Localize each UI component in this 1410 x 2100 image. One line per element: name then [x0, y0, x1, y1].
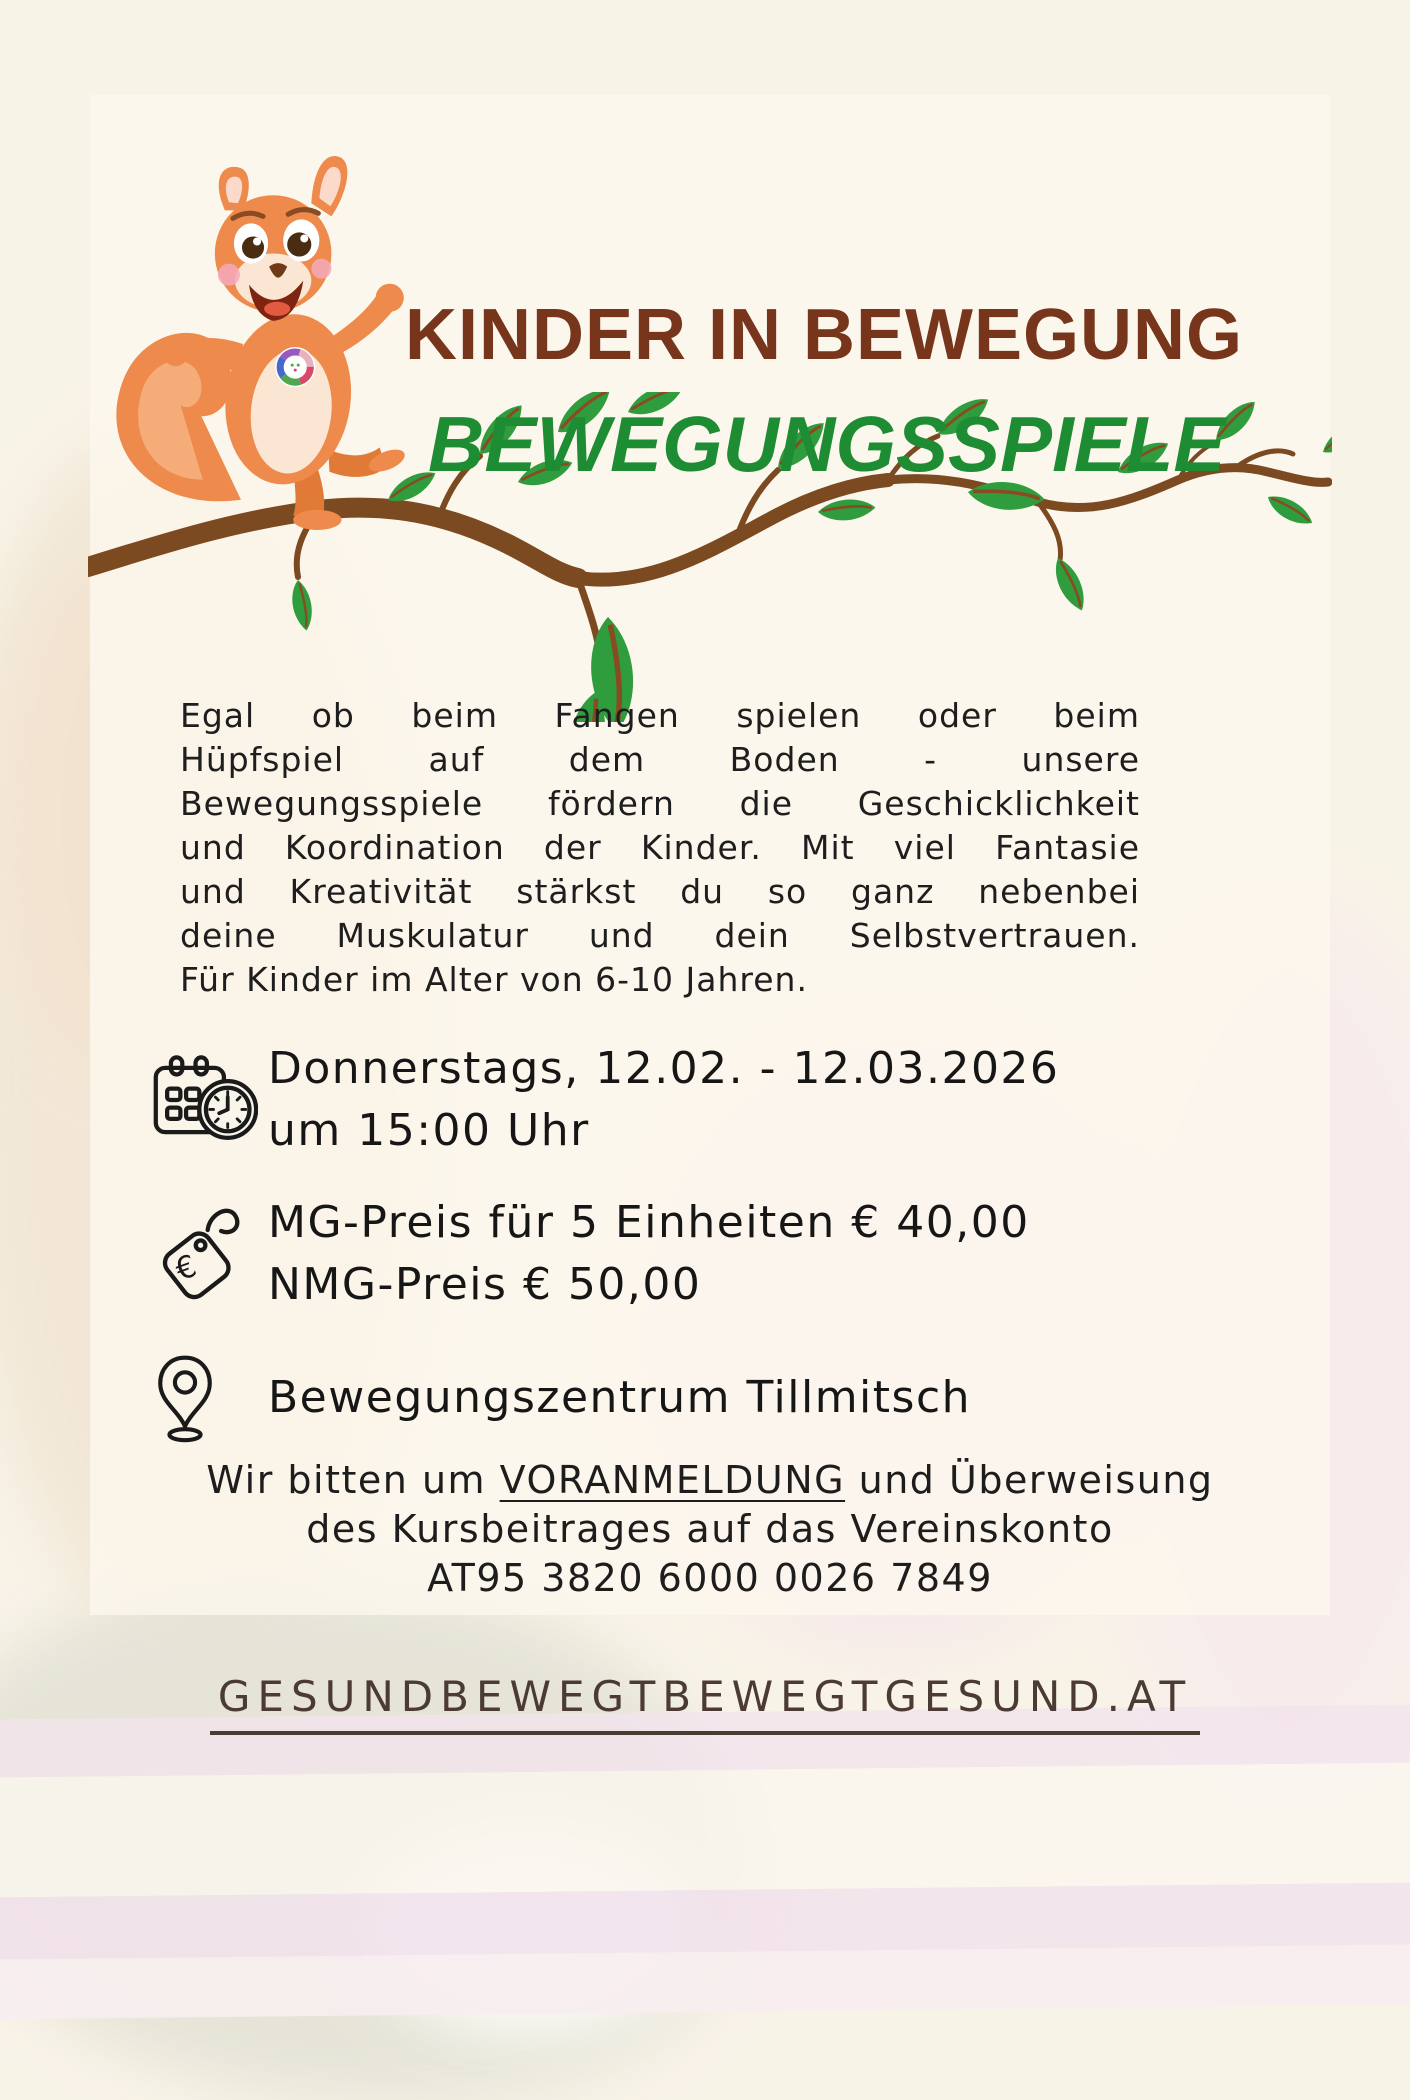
location-text: [268, 1367, 971, 1429]
body-text-line: und Kreativität stärkst du so ganz nebenbei: [180, 872, 1140, 911]
page-subtitle: BEWEGUNGSSPIELE: [428, 400, 1226, 488]
voranmeldung-emphasis: VORANMELDUNG: [499, 1458, 846, 1502]
schedule-text: [268, 1038, 1059, 1162]
location-row: [152, 1348, 971, 1448]
body-text-line: Egal ob beim Fangen spielen oder beim: [180, 696, 1140, 735]
price-row: [152, 1192, 1030, 1316]
schedule-line-2: um 15:00 Uhr: [268, 1105, 590, 1156]
account-number: AT95 3820 6000 0026 7849: [427, 1556, 993, 1600]
price-line-1: MG-Preis für 5 Einheiten € 40,00: [268, 1197, 1030, 1248]
body-text-line: und Koordination der Kinder. Mit viel Fantasie: [180, 828, 1140, 867]
price-tag-icon: [152, 1199, 268, 1309]
body-text-line: Hüpfspiel auf dem Boden - unsere: [180, 740, 1140, 779]
website-link[interactable]: GESUNDBEWEGTBEWEGTGESUND.AT: [210, 1672, 1200, 1735]
note-prefix: Wir bitten um: [206, 1458, 500, 1502]
schedule-row: [152, 1038, 1059, 1162]
body-text-line: deine Muskulatur und dein Selbstvertrauen.: [180, 916, 1140, 955]
schedule-line-1: Donnerstags, 12.02. - 12.03.2026: [268, 1043, 1060, 1094]
price-text: [268, 1192, 1030, 1316]
squirrel-mascot: [82, 148, 414, 540]
note-line-2: des Kursbeitrages auf das Vereinskonto: [306, 1507, 1114, 1551]
body-text-line: Bewegungsspiele fördern die Geschicklichkeit: [180, 784, 1140, 823]
location-line-1: Bewegungszentrum Tillmitsch: [268, 1372, 972, 1423]
website-row: [0, 1672, 1410, 1735]
registration-note: [90, 1456, 1330, 1603]
body-text-line: Für Kinder im Alter von 6-10 Jahren.: [180, 960, 808, 999]
price-line-2: NMG-Preis € 50,00: [268, 1259, 702, 1310]
location-pin-icon: [152, 1348, 268, 1448]
calendar-clock-icon: [152, 1052, 268, 1148]
note-line-1: [90, 1456, 1330, 1505]
intro-paragraph: [180, 694, 1140, 1002]
note-suffix: und Überweisung: [845, 1458, 1214, 1502]
svg-text:€: €: [170, 1247, 202, 1289]
page-title: KINDER IN BEWEGUNG: [405, 295, 1244, 375]
